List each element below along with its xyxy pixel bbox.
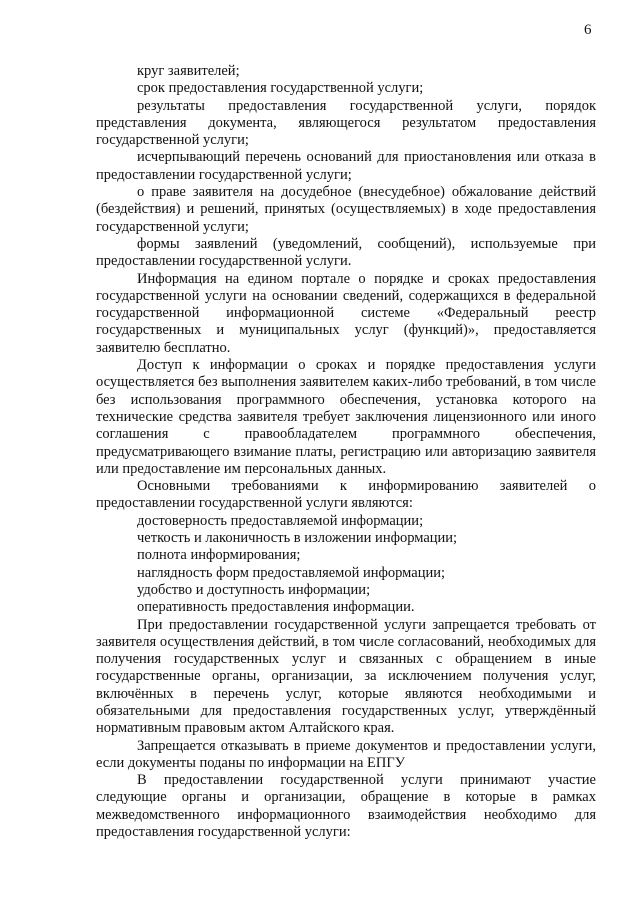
list-item: четкость и лаконичность в изложении информации; [137,530,458,547]
paragraph: о праве заявителя на досудебное (внесудебное) обжалование действий (бездействия) и решений, принятых (осуществляемых) в ходе предоставления государственной услуги; [96,184,596,235]
list-item: полнота информирования; [137,547,301,564]
paragraph: В предоставлении государственной услуги принимают участие следующие органы и организации, обращение в которые в рамках межведомственного информационного взаимодействия необходимо для предоставления государственной услуги: [96,772,596,841]
paragraph: срок предоставления государственной услуги; [137,80,424,97]
list-item: наглядность форм предоставляемой информации; [137,564,445,581]
paragraph: исчерпывающий перечень оснований для приостановления или отказа в предоставлении государственной услуги; [96,149,596,183]
page-number: 6 [584,22,592,38]
list-item: оперативность предоставления информации. [137,599,415,616]
paragraph: При предоставлении государственной услуги запрещается требовать от заявителя осуществления действий, в том числе согласований, необходимых для получения государственных услуг и связанных с обращением в иные государственные органы, организации, за исключением получения услуг, включённых в перечень услуг, которые являются необходимыми и обязательными для предоставления государственных услуг, утверждённый нормативным правовым актом Алтайского края. [96,616,596,737]
document-body [96,63,596,841]
paragraph: результаты предоставления государственной услуги, порядок представления документа, являющегося результатом предоставления государственной услуги; [96,97,596,149]
paragraph: Доступ к информации о сроках и порядке предоставления услуги осуществляется без выполнения заявителем каких-либо требований, в том числе без использования программного обеспечения, установка которого на технические средства заявителя требует заключения лицензионного или иного соглашения с правообладателем программного обеспечения, предусматривающего взимание платы, регистрацию или авторизацию заявителя или предоставление им персональных данных. [96,357,596,477]
paragraph: Основными требованиями к информированию заявителей о предоставлении государственной услуги являются: [96,478,596,512]
paragraph: Запрещается отказывать в приеме документов и предоставлении услуги, если документы поданы по информации на ЕПГУ [96,737,596,771]
paragraph: круг заявителей; [137,63,240,79]
list-item: достоверность предоставляемой информации; [137,512,424,529]
list-item: удобство и доступность информации; [137,581,371,598]
paragraph: формы заявлений (уведомлений, сообщений), используемые при предоставлении государственной услуги. [96,235,596,270]
paragraph: Информация на едином портале о порядке и сроках предоставления государственной услуги на основании сведений, содержащихся в федеральной государственной информационной системе «Федеральный реестр государственных и муниципальных услуг (функций)», предоставляется заявителю бесплатно. [96,270,596,356]
